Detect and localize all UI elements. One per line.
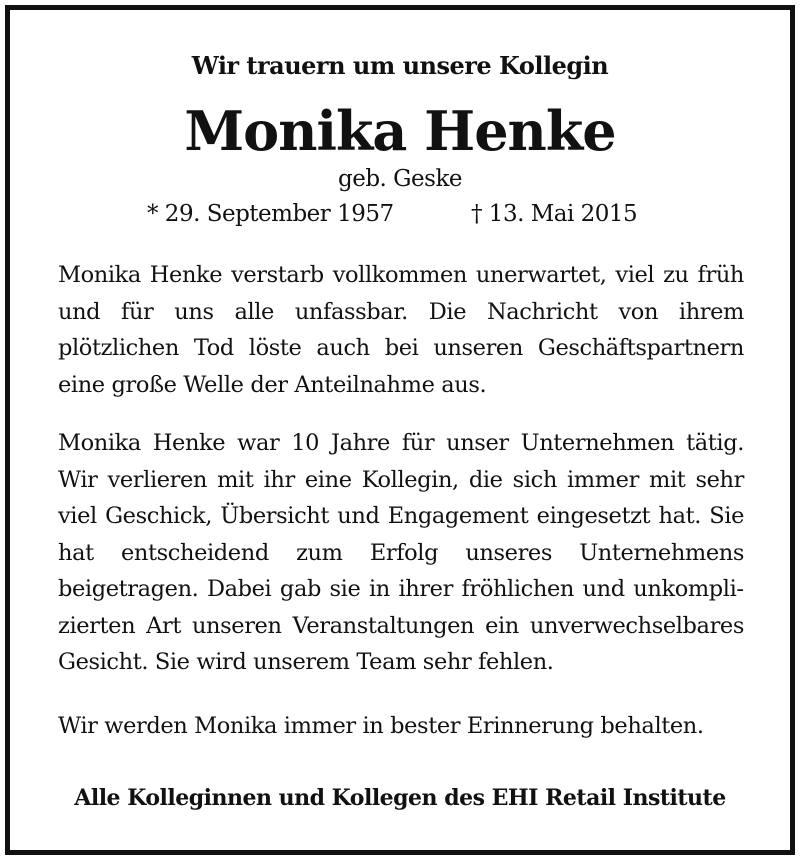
paragraph-condolence: Monika Henke verstarb vollkommen unerwartet, viel zu früh und für uns alle unfassbar. Die Nachricht von ihrem plötzlichen Tod löste auch bei unseren Geschäftspartnern eine große Welle der Anteilnahme aus.: [58, 262, 744, 398]
paragraph-career: Monika Henke war 10 Jahre für unser Unternehmen tätig. Wir verlieren mit ihr eine Kollegin, die sich immer mit sehr viel Geschick, Übersicht und Engagement eingesetzt hat. Sie hat entscheidend zum Erfolg unseres Unternehmens beigetragen. Dabei gab sie in ihrer fröhlichen und unkomplizierten Art unseren Veranstaltungen ein unverwechselbares Gesicht. Sie wird unserem Team sehr fehlen.: [58, 430, 744, 675]
death-date: † 13. Mai 2015: [471, 201, 638, 227]
maiden-name: geb. Geske: [337, 166, 462, 192]
paragraph-remembrance: Wir werden Monika immer in bester Erinnerung behalten.: [58, 713, 704, 739]
intro-line: Wir trauern um unsere Kollegin: [191, 51, 609, 80]
birth-date: * 29. September 1957: [147, 201, 394, 227]
deceased-name: Monika Henke: [184, 99, 616, 163]
signature-line: Alle Kolleginnen und Kollegen des EHI Retail Institute: [74, 785, 726, 811]
